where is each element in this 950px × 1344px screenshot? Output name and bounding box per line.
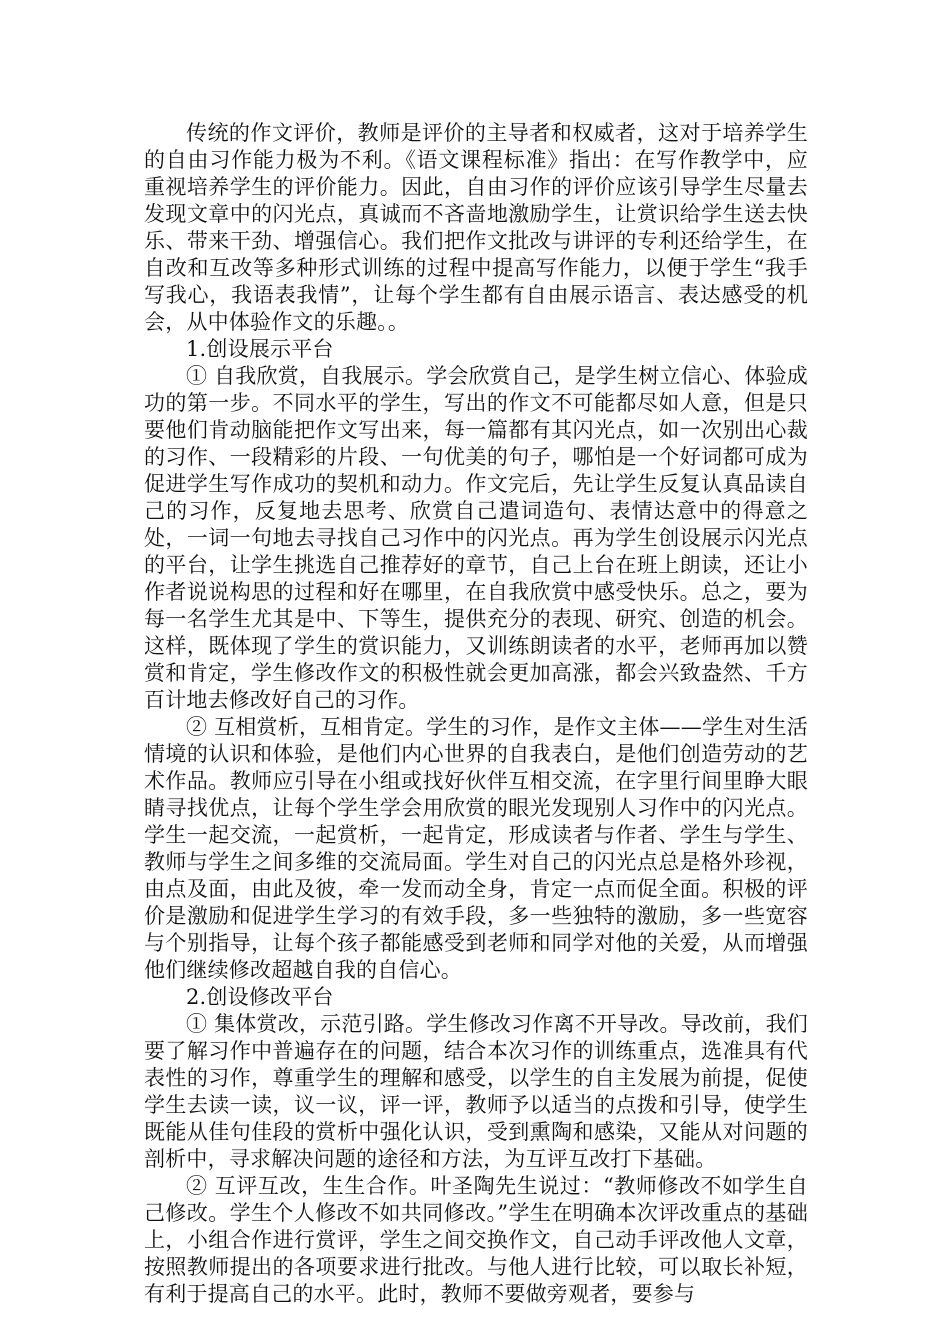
paragraph-intro: 传统的作文评价，教师是评价的主导者和权威者，这对于培养学生的自由习作能力极为不利。《语文课程标准》指出：在写作教学中，应重视培养学生的评价能力。因此，自由习作的评价应该引导学生尽量去发现文章中的闪光点，真诚而不吝啬地激励学生，让赏识给学生送去快乐、带来干劲、增强信心。我们把作文批改与讲评的专利还给学生，在自改和互改等多种形式训练的过程中提高写作能力，以便于学生“我手写我心，我语表我情”，让每个学生都有自由展示语言、表达感受的机会，从中体验作文的乐趣。。 [144, 121, 808, 334]
paragraph-collective-revision: ① 集体赏改，示范引路。学生修改习作离不开导改。导改前，我们要了解习作中普遍存在的问题，结合本次习作的训练重点，选准具有代表性的习作，尊重学生的理解和感受，以学生的自主发展为前提，促使学生去读一读，议一议，评一评，教师予以适当的点拨和引导，使学生既能从佳句佳段的赏析中强化认识，受到熏陶和感染，又能从对问题的剖析中，寻求解决问题的途径和方法，为互评互改打下基础。 [144, 1012, 808, 1171]
section-heading-display-platform: 1.创设展示平台 [186, 337, 334, 361]
document-body [144, 120, 808, 1308]
paragraph-peer-revision: ② 互评互改，生生合作。叶圣陶先生说过：“教师修改不如学生自己修改。学生个人修改不如共同修改。”学生在明确本次评改重点的基础上，小组合作进行赏评，学生之间交换作文，自己动手评改他人文章，按照教师提出的各项要求进行批改。与他人进行比较，可以取长补短，有利于提高自己的水平。此时，教师不要做旁观者，要参与 [144, 1174, 808, 1306]
paragraph-self-appreciation: ① 自我欣赏，自我展示。学会欣赏自己，是学生树立信心、体验成功的第一步。不同水平的学生，写出的作文不可能都尽如人意，但是只要他们肯动脑能把作文写出来，每一篇都有其闪光点，如一次别出心裁的习作、一段精彩的片段、一句优美的句子，哪怕是一个好词都可成为促进学生写作成功的契机和动力。作文完后，先让学生反复认真品读自己的习作，反复地去思考、欣赏自己遣词造句、表情达意中的得意之处，一词一句地去寻找自己习作中的闪光点。再为学生创设展示闪光点的平台，让学生挑选自己推荐好的章节，自己上台在班上朗读，还让小作者说说构思的过程和好在哪里，在自我欣赏中感受快乐。总之，要为每一名学生尤其是中、下等生，提供充分的表现、研究、创造的机会。这样，既体现了学生的赏识能力，又训练朗读者的水平，老师再加以赞赏和肯定，学生修改作文的积极性就会更加高涨，都会兴致盎然、千方百计地去修改好自己的习作。 [144, 364, 808, 712]
paragraph-mutual-appreciation: ② 互相赏析，互相肯定。学生的习作，是作文主体——学生对生活情境的认识和体验，是他们内心世界的自我表白，是他们创造劳动的艺术作品。教师应引导在小组或找好伙伴互相交流，在字里行间里睁大眼睛寻找优点，让每个学生学会用欣赏的眼光发现别人习作中的闪光点。学生一起交流，一起赏析，一起肯定，形成读者与作者、学生与学生、教师与学生之间多维的交流局面。学生对自己的闪光点总是格外珍视，由点及面，由此及彼，牵一发而动全身，肯定一点而促全面。积极的评价是激励和促进学生学习的有效手段，多一些独特的激励，多一些宽容与个别指导，让每个孩子都能感受到老师和同学对他的关爱，从而增强他们继续修改超越自我的自信心。 [144, 715, 808, 982]
section-heading-revision-platform: 2.创设修改平台 [186, 985, 334, 1009]
